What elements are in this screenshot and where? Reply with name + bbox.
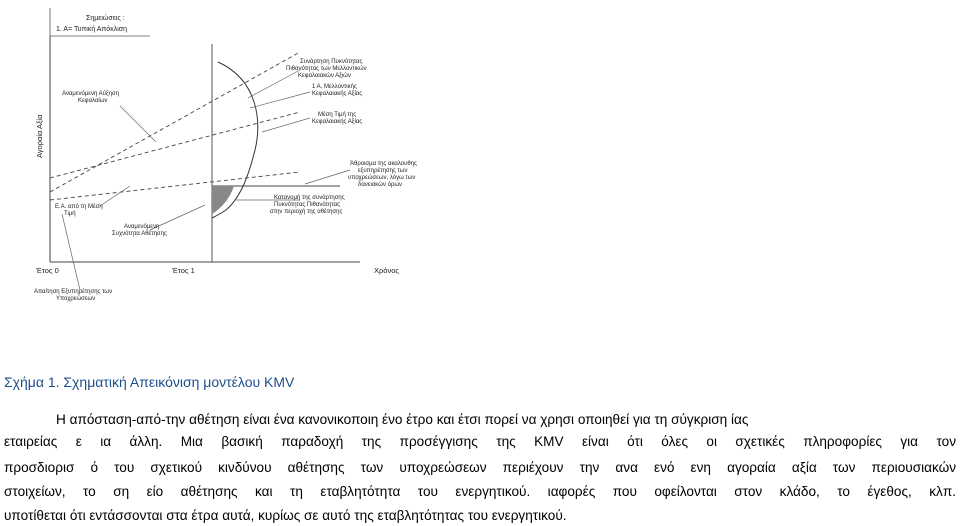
label-future-value-2: Κεφαλαιακής Αξίας	[312, 91, 363, 97]
label-debt-service-2: Υποχρεώσεων	[56, 296, 96, 302]
trend-lines	[50, 52, 340, 200]
label-tail-1: Κατανομή της συνάρτησης	[274, 195, 345, 201]
x-axis-label: Χρόνος	[374, 266, 399, 275]
default-tail	[212, 186, 234, 214]
paragraph-line-4: στοιχείων, το ση είο αθέτησης και τη εταβλητότητα του ενεργητικού. ιαφορές που οφείλονται στον κλάδο, το έγεθος, κλπ.	[4, 484, 956, 499]
label-one-sd-1: Ε.Α. από τη Μέση	[55, 204, 103, 210]
label-one-sd-2: Τιμή	[64, 211, 76, 217]
label-sum-obligations-4: δανειακών όρων	[358, 182, 402, 188]
legend	[50, 8, 150, 36]
label-future-value-1: 1 Α. Μελλοντικής	[312, 84, 357, 90]
label-mean-value-2: Κεφαλαιακής Αξίας	[312, 119, 363, 125]
paragraph-line-2: εταιρείας ε ια άλλη. Μια βασική παραδοχή της προσέγγισης της KMV είναι ότι όλες οι σχετικές πληροφορίες για τον	[4, 434, 956, 449]
label-debt-service-1: Απαίτηση Εξυπηρέτησης των	[34, 289, 113, 295]
y-axis-label: Αγοραία Αξία	[35, 114, 44, 158]
label-expected-growth-1: Αναμενόμενη Αύξηση	[62, 91, 119, 97]
label-sum-obligations-2: εξυπηρέτησης των	[358, 168, 408, 174]
paragraph-line-1: Η απόσταση-από-την αθέτηση είναι ένα κανονικοποιη ένο έτρο και έτσι πορεί να χρησι οποιηθεί για τη σύγκριση ίας	[56, 412, 749, 427]
label-tail-2: Πυκνότητας Πιθανότητας	[274, 202, 340, 208]
kmv-model-figure	[0, 0, 480, 310]
label-sum-obligations-3: υποχρεώσεων, λόγω των	[348, 175, 416, 181]
label-expected-growth-2: Κεφαλαίων	[78, 98, 108, 104]
label-prob-density-3: Κεφαλαιακών Αξιών	[298, 73, 351, 79]
paragraph-line-5: υποτίθεται ότι εντάσσονται στα έτρα αυτά, κυρίως σε αυτό της εταβλητότητας του ενεργητικού.	[4, 508, 567, 523]
paragraph-line-3: προσδιορισ ό του σχετικού κινδύνου αθέτησης των υποχρεώσεων περιέχουν την ανα ενό ενη αγοραία αξία των περιουσιακών	[4, 460, 956, 475]
label-mean-value-1: Μέση Τιμή της	[318, 112, 357, 118]
legend-title: Σημειώσεις :	[86, 15, 125, 22]
tick-year0: Έτος 0	[36, 266, 59, 275]
tick-year1: Έτος 1	[172, 266, 195, 275]
figure-caption: Σχήμα 1. Σχηματική Απεικόνιση μοντέλου KMV	[4, 374, 295, 390]
label-prob-density-2: Πιθανότητας των Μελλοντικών	[286, 66, 367, 72]
legend-line: 1. Α= Τυπική Απόκλιση	[56, 26, 127, 33]
label-expected-default-1: Αναμενόμενη	[124, 224, 160, 230]
label-prob-density-1: Συνάρτηση Πυκνότητας	[300, 59, 363, 65]
label-sum-obligations-1: Άθροισμα της ακαλουθης	[350, 161, 417, 167]
label-tail-3: στην περιοχή της αθέτησης	[270, 209, 343, 215]
label-expected-default-2: Συχνότητα Αθέτησης	[112, 231, 167, 237]
